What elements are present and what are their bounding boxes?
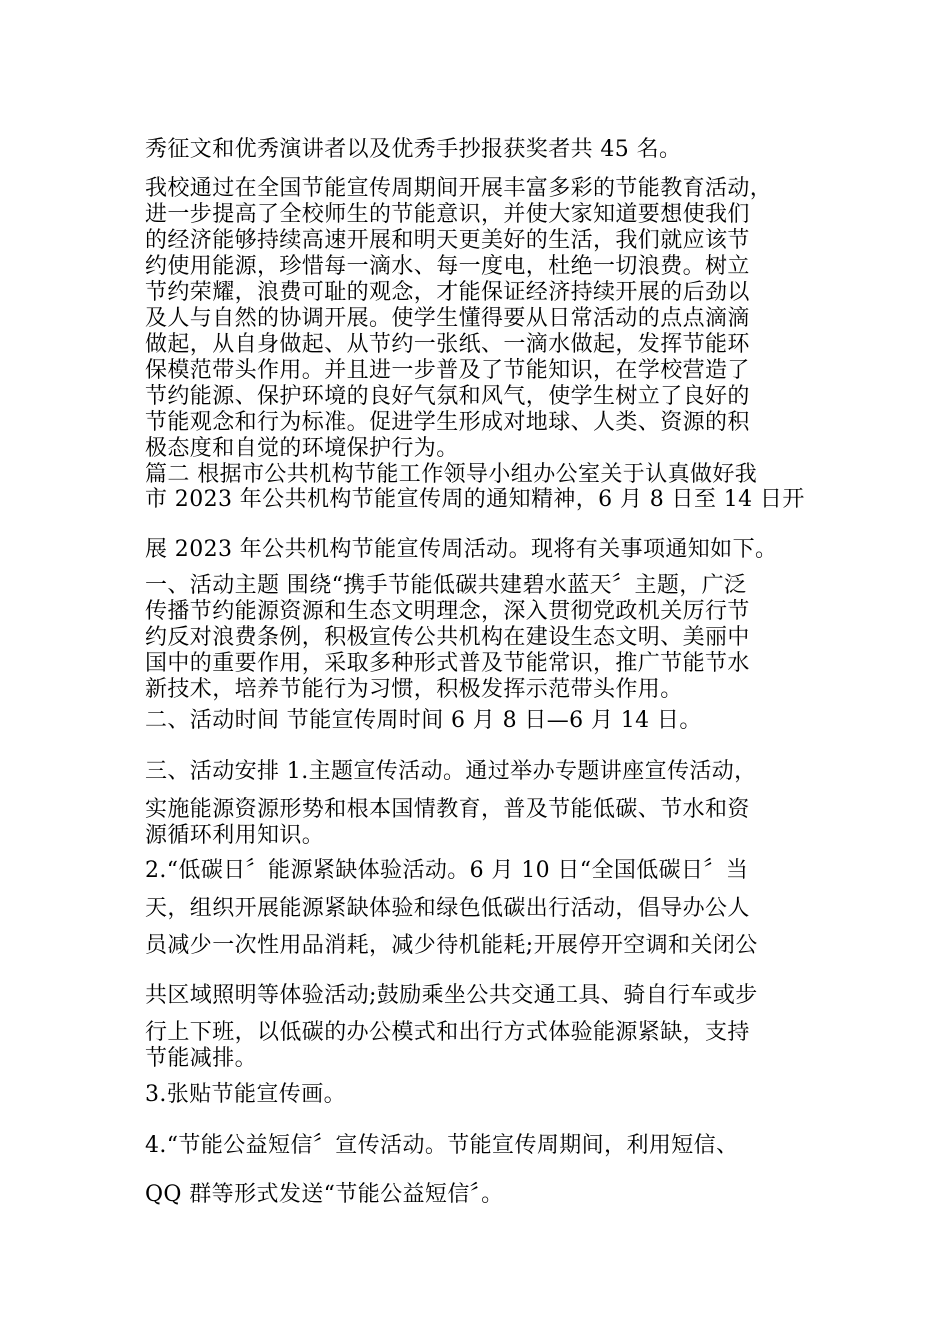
text-line: 约使用能源，珍惜每一滴水、每一度电，杜绝一切浪费。树立	[145, 254, 750, 279]
text-line: 我校通过在全国节能宣传周期间开展丰富多彩的节能教育活动，	[145, 176, 773, 201]
text-line: 源循环利用知识。	[145, 823, 325, 848]
text-line: 2.“低碳日〞能源紧缺体验活动。6 月 10 日“全国低碳日〞当	[145, 858, 749, 883]
text-line: 约反对浪费条例，积极宣传公共机构在建设生态文明、美丽中	[145, 625, 750, 650]
text-line: 传播节约能源资源和生态文明理念，深入贯彻党政机关厉行节	[145, 599, 750, 624]
text-line: QQ 群等形式发送“节能公益短信〞。	[145, 1182, 504, 1207]
text-line: 二、活动时间 节能宣传周时间 6 月 8 日—6 月 14 日。	[145, 708, 702, 733]
text-line: 及人与自然的协调开展。使学生懂得要从日常活动的点点滴滴	[145, 306, 750, 331]
text-line: 保模范带头作用。并且进一步普及了节能知识，在学校营造了	[145, 358, 750, 383]
text-line: 行上下班，以低碳的办公模式和出行方式体验能源紧缺，支持	[145, 1020, 750, 1045]
text-line: 极态度和自觉的环境保护行为。	[145, 436, 459, 461]
text-line: 进一步提高了全校师生的节能意识，并使大家知道要想使我们	[145, 202, 750, 227]
text-line: 天，组织开展能源紧缺体验和绿色低碳出行活动，倡导办公人	[145, 896, 750, 921]
text-line: 的经济能够持续高速开展和明天更美好的生活，我们就应该节	[145, 228, 750, 253]
text-line: 4.“节能公益短信〞宣传活动。节能宣传周期间，利用短信、	[145, 1133, 739, 1158]
text-line: 节约能源、保护环境的良好气氛和风气，使学生树立了良好的	[145, 384, 750, 409]
text-line: 新技术，培养节能行为习惯，积极发挥示范带头作用。	[145, 677, 683, 702]
text-line: 篇二 根据市公共机构节能工作领导小组办公室关于认真做好我	[145, 462, 758, 487]
text-line: 员减少一次性用品消耗，减少待机能耗;开展停开空调和关闭公	[145, 933, 758, 958]
text-line: 做起，从自身做起、从节约一张纸、一滴水做起，发挥节能环	[145, 332, 750, 357]
text-line: 节约荣耀，浪费可耻的观念，才能保证经济持续开展的后劲以	[145, 280, 750, 305]
text-line: 国中的重要作用，采取多种形式普及节能常识，推广节能节水	[145, 651, 750, 676]
text-line: 节能减排。	[145, 1046, 258, 1071]
text-line: 共区域照明等体验活动;鼓励乘坐公共交通工具、骑自行车或步	[145, 983, 758, 1008]
text-line: 3.张贴节能宣传画。	[145, 1082, 346, 1107]
text-line: 一、活动主题 围绕“携手节能低碳共建碧水蓝天〞主题，广泛	[145, 573, 747, 598]
text-line: 展 2023 年公共机构节能宣传周活动。现将有关事项通知如下。	[145, 537, 778, 562]
text-line: 三、活动安排 1.主题宣传活动。通过举办专题讲座宣传活动，	[145, 759, 757, 784]
text-line: 市 2023 年公共机构节能宣传周的通知精神，6 月 8 日至 14 日开	[145, 487, 805, 512]
text-line: 节能观念和行为标准。促进学生形成对地球、人类、资源的积	[145, 410, 750, 435]
text-line: 实施能源资源形势和根本国情教育，普及节能低碳、节水和资	[145, 797, 750, 822]
text-line: 秀征文和优秀演讲者以及优秀手抄报获奖者共 45 名。	[145, 137, 682, 162]
